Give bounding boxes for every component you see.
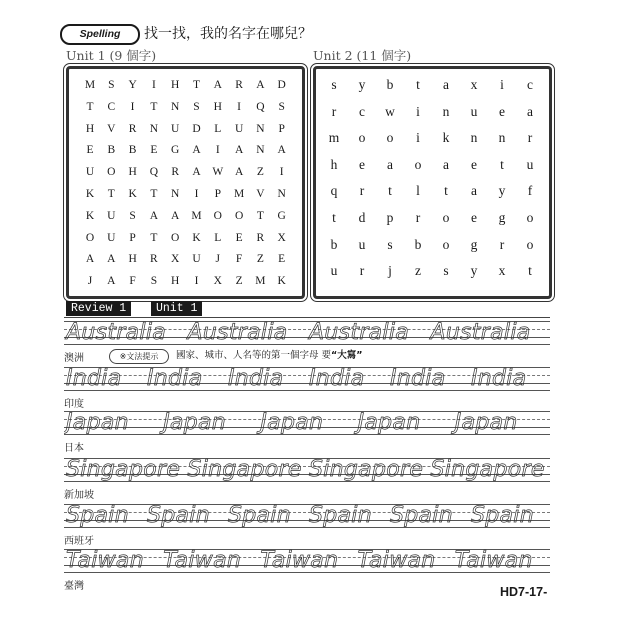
grid-letter: a [443, 77, 449, 92]
grid-letter: O [213, 209, 222, 222]
grid-letter: y [358, 77, 366, 92]
grid-letter: M [255, 275, 266, 288]
grid-letter: z [415, 263, 421, 279]
practice-row-taiwan [64, 549, 550, 591]
grid-letter: P [129, 231, 136, 244]
grid-letter: A [234, 144, 244, 157]
trace-word: Australia [309, 321, 410, 345]
grid-letter: A [234, 166, 244, 179]
trace-word: Japan [66, 411, 129, 435]
grid-letter: V [256, 188, 265, 200]
grid-letter: j [388, 263, 392, 279]
grid-letter: M [84, 79, 96, 91]
grid-letter: H [128, 253, 137, 266]
unit2-title: Unit 2 (11 個字) [313, 48, 412, 63]
grid-letter: E [235, 231, 243, 244]
grammar-note-badge: ※文法提示 [109, 349, 169, 364]
grid-letter: I [237, 100, 242, 113]
grid-letter: X [171, 253, 180, 266]
chinese-label: 日本 [64, 443, 84, 454]
grid-letter: I [279, 166, 284, 179]
trace-word: Australia [66, 321, 167, 345]
grid-letter: r [359, 263, 365, 279]
grid-letter: E [86, 144, 94, 157]
grid-letter: Z [256, 253, 264, 266]
grid-letter: H [128, 166, 137, 179]
trace-word: Spain [66, 504, 129, 528]
trace-word: Japan [260, 411, 324, 435]
grid-letter: r [415, 210, 421, 225]
grid-letter: Z [256, 166, 264, 179]
grid-letter: W [212, 166, 224, 179]
grid-letter: H [213, 100, 222, 113]
grid-letter: L [214, 231, 222, 244]
trace-word: Australia [430, 321, 531, 345]
grid-letter: r [359, 183, 365, 199]
grid-letter: A [256, 79, 265, 91]
trace-word-row [64, 367, 550, 391]
grid-letter: h [330, 156, 338, 172]
grid-letter: F [129, 275, 136, 288]
grid-letter: N [277, 188, 286, 200]
grid-letter: S [150, 275, 158, 288]
grammar-note-emphasis: “大寫” [331, 350, 363, 361]
grid-letter: T [107, 188, 115, 200]
grid-letter: g [470, 236, 478, 252]
grid-letter: t [528, 263, 532, 279]
spelling-badge: Spelling [60, 24, 140, 45]
trace-word: Singapore [430, 458, 545, 482]
grid-letter: r [527, 130, 533, 146]
grid-letter: a [443, 156, 449, 172]
grid-letter: e [471, 156, 477, 172]
grid-letter: s [387, 236, 393, 252]
grid-letter: A [171, 209, 180, 222]
grid-letter: c [527, 77, 533, 92]
grid-letter: G [171, 144, 180, 157]
trace-word-row [64, 321, 550, 345]
grid-letter: S [193, 100, 200, 113]
grid-letter: y [498, 183, 506, 199]
grid-letter: d [358, 210, 366, 225]
grid-letter: I [130, 100, 135, 113]
grid-letter: x [470, 77, 478, 92]
grid-letter: N [256, 144, 265, 157]
grid-letter: o [442, 236, 450, 252]
grid-letter: F [235, 253, 243, 266]
grid-letter: P [278, 122, 285, 135]
grid-letter: S [278, 100, 285, 113]
grid-letter: g [498, 210, 506, 225]
grid-letter: o [386, 130, 394, 146]
grid-letter: B [107, 144, 116, 157]
grid-letter: P [214, 188, 221, 200]
grid-letter: E [150, 144, 158, 157]
grid-letter: i [416, 130, 420, 146]
unit-label: Unit 1 [151, 301, 202, 316]
grid-letter: U [192, 253, 201, 266]
grid-letter: n [470, 130, 478, 146]
grid-letter: K [128, 188, 137, 200]
grid-letter: a [471, 183, 477, 199]
grid-letter: M [191, 209, 202, 222]
grid-letter: t [416, 77, 420, 92]
grid-letter: u [470, 103, 478, 119]
trace-word: Taiwan [163, 549, 242, 573]
grid-letter: U [234, 122, 244, 135]
grid-letter: L [214, 122, 222, 135]
trace-word: Spain [471, 504, 534, 528]
grid-letter: t [388, 183, 392, 199]
trace-word: India [471, 367, 527, 391]
trace-word-row [64, 504, 550, 528]
grid-letter: i [500, 77, 504, 92]
grid-letter: r [499, 236, 505, 252]
grid-letter: H [85, 122, 95, 135]
grid-letter: R [171, 166, 180, 179]
grid-letter: y [470, 263, 478, 279]
trace-word: Singapore [187, 458, 302, 482]
trace-word: Taiwan [260, 549, 339, 573]
trace-word: Japan [454, 411, 518, 435]
grid-letter: C [107, 100, 116, 113]
grid-letter: K [192, 231, 201, 244]
grid-letter: O [85, 231, 95, 244]
grid-letter: a [387, 156, 393, 172]
grid-letter: e [471, 210, 477, 225]
grid-letter: Y [128, 79, 137, 91]
grid-letter: X [213, 275, 222, 288]
trace-word: India [66, 367, 122, 391]
trace-word-row [64, 549, 550, 573]
trace-word-row [64, 458, 550, 482]
trace-word: Spain [309, 504, 372, 528]
grid-letter: u [526, 156, 534, 172]
grid-letter: S [108, 79, 115, 91]
grid-letter: T [256, 209, 264, 222]
grid-letter: S [129, 209, 136, 222]
trace-word: Taiwan [66, 549, 144, 573]
practice-row-singapore [64, 458, 550, 500]
grid-letter: r [331, 103, 337, 119]
grid-letter: a [527, 103, 533, 119]
grid-letter: T [150, 188, 158, 200]
grid-letter: I [194, 275, 199, 288]
grid-letter: o [414, 156, 422, 172]
grid-letter: c [359, 103, 365, 119]
instruction-text: 找一找，我的名字在哪兒？ [144, 26, 312, 42]
grid-letter: U [107, 209, 116, 222]
grid-letter: B [128, 144, 137, 157]
grid-letter: A [107, 275, 116, 288]
grid-letter: T [192, 79, 201, 91]
grid-letter: w [385, 103, 395, 119]
trace-word: Australia [187, 321, 288, 345]
grid-letter: T [150, 231, 158, 244]
grid-letter: q [330, 183, 338, 199]
grid-letter: O [171, 231, 180, 244]
chinese-label: 印度 [64, 399, 84, 410]
trace-word: Singapore [309, 458, 424, 482]
grid-letter: M [233, 188, 245, 200]
trace-word: India [147, 367, 203, 391]
grid-letter: R [150, 253, 158, 266]
trace-word: India [228, 367, 284, 391]
grid-letter: D [192, 122, 201, 135]
trace-word: Taiwan [454, 549, 533, 573]
grid-letter: A [192, 144, 201, 157]
grid-letter: n [498, 130, 506, 146]
trace-word: Singapore [66, 458, 181, 482]
grid-letter: e [499, 103, 505, 119]
chinese-label: 新加坡 [64, 490, 94, 501]
grid-letter: H [171, 79, 180, 91]
chinese-label: 澳洲 [64, 353, 84, 364]
grid-letter: f [527, 183, 533, 199]
grid-letter: N [256, 122, 265, 135]
trace-word: India [309, 367, 365, 391]
grid-letter: K [277, 275, 286, 288]
trace-word: Spain [147, 504, 210, 528]
grid-letter: U [171, 122, 180, 135]
grid-letter: s [331, 77, 337, 92]
grid-letter: A [192, 166, 201, 179]
practice-row-japan [64, 411, 550, 453]
grid-letter: D [277, 79, 286, 91]
grid-letter: o [526, 236, 534, 252]
grid-letter: R [128, 122, 137, 135]
page-code: HD7-17- [500, 585, 548, 599]
grid-letter: A [107, 253, 116, 266]
trace-word: Spain [390, 504, 453, 528]
grid-letter: V [107, 122, 116, 135]
unit1-word-search [66, 66, 305, 299]
chinese-label: 臺灣 [64, 581, 84, 592]
grid-letter: u [330, 263, 338, 279]
grid-letter: J [215, 253, 221, 266]
grid-letter: b [386, 77, 394, 92]
grid-letter: s [443, 263, 449, 279]
grid-letter: x [498, 263, 506, 279]
grid-letter: t [500, 156, 504, 172]
grid-letter: e [359, 156, 365, 172]
grid-letter: N [149, 122, 159, 135]
chinese-label: 西班牙 [64, 536, 94, 547]
grid-letter: b [414, 236, 422, 252]
grid-letter: T [150, 100, 158, 113]
grid-letter: u [358, 236, 366, 252]
grid-letter: n [442, 103, 450, 119]
grid-letter: X [277, 231, 286, 244]
grid-letter: I [194, 188, 199, 200]
grid-letter: O [234, 209, 244, 222]
grid-letter: o [358, 130, 366, 146]
trace-word: Spain [228, 504, 291, 528]
grid-letter: b [330, 236, 338, 252]
grid-letter: T [86, 100, 94, 113]
grid-letter: Z [235, 275, 243, 288]
trace-word: India [390, 367, 446, 391]
divider [64, 317, 550, 318]
grid-letter: N [171, 188, 180, 200]
grid-letter: I [215, 144, 220, 157]
grid-letter: A [149, 209, 159, 222]
grid-letter: R [235, 79, 243, 91]
grid-letter: I [151, 79, 156, 91]
grid-letter: A [85, 253, 95, 266]
grid-letter: K [85, 188, 95, 200]
grid-letter: t [444, 183, 448, 199]
grid-letter: t [332, 210, 336, 225]
grid-letter: H [171, 275, 180, 288]
unit2-word-search [313, 66, 552, 299]
grid-letter: U [85, 166, 95, 179]
grid-letter: o [526, 210, 534, 225]
grid-letter: G [277, 209, 286, 222]
grid-letter: E [278, 253, 286, 266]
grid-letter: N [171, 100, 180, 113]
grid-letter: l [416, 183, 420, 199]
practice-row-spain [64, 504, 550, 546]
review-label: Review 1 [66, 301, 131, 316]
grid-letter: o [442, 210, 450, 225]
grid-letter: k [442, 130, 450, 146]
grammar-note-body: 國家、城市、人名等的第一個字母 要 [176, 350, 332, 361]
grid-letter: A [277, 144, 286, 157]
grammar-note-text [176, 349, 363, 363]
grid-letter: R [256, 231, 265, 244]
grid-letter: K [85, 209, 95, 222]
unit1-title: Unit 1 (9 個字) [66, 48, 157, 63]
trace-word: Japan [357, 411, 421, 435]
grid-letter: O [107, 166, 116, 179]
trace-word-row [64, 411, 550, 435]
trace-word: Taiwan [357, 549, 436, 573]
grid-letter: J [87, 275, 93, 288]
grid-letter: m [328, 130, 340, 146]
grid-letter: A [213, 79, 222, 91]
grid-letter: Q [149, 166, 159, 179]
grid-letter: Q [256, 100, 265, 113]
grid-letter: U [107, 231, 116, 244]
grid-letter: i [416, 103, 420, 119]
practice-row-india [64, 367, 550, 409]
trace-word: Japan [163, 411, 227, 435]
grid-letter: p [386, 210, 394, 225]
